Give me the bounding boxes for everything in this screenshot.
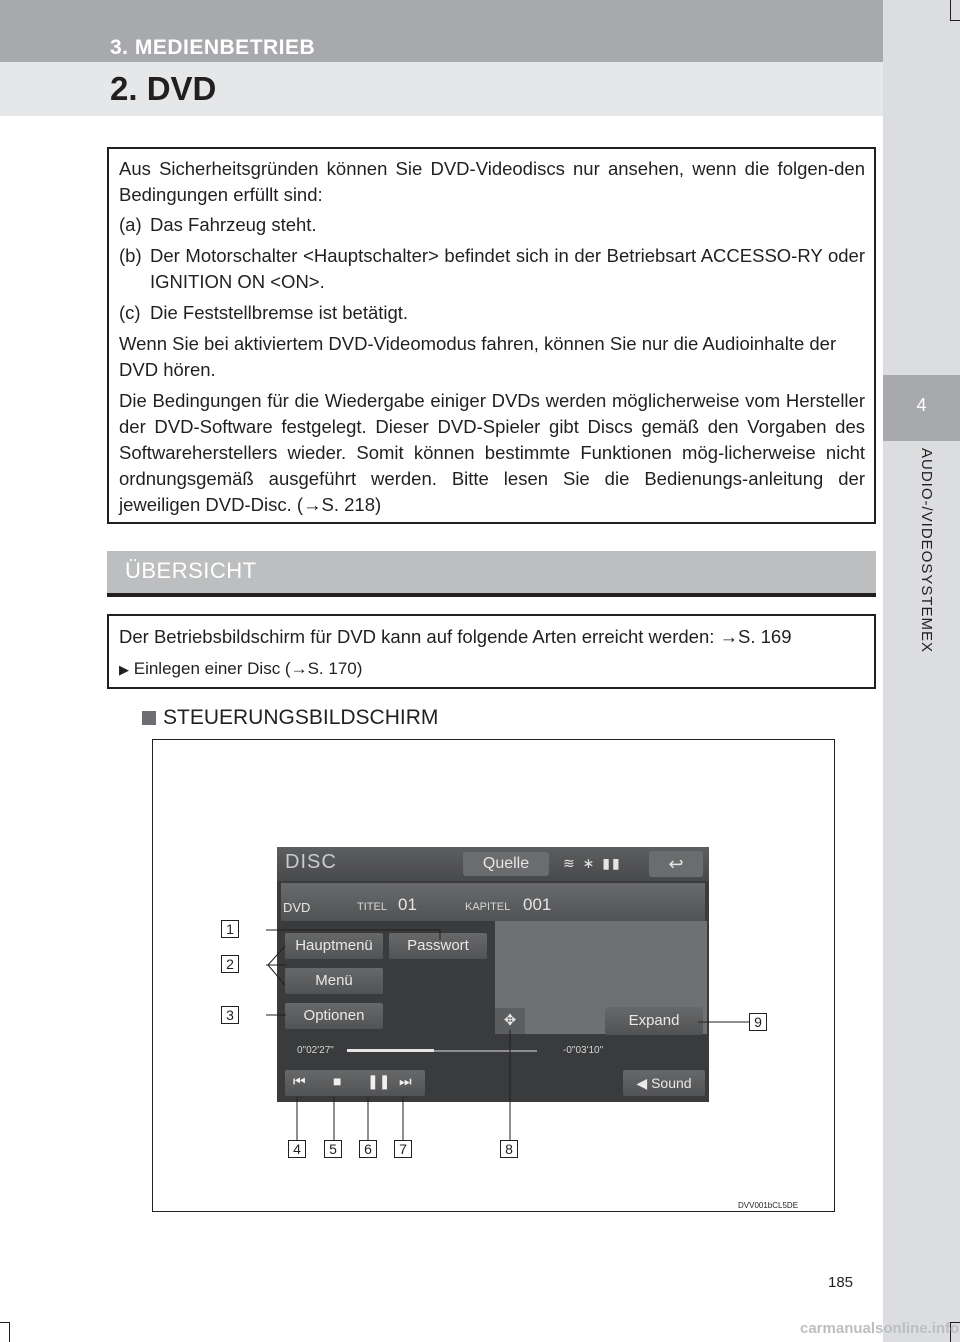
overview-insert-text: Einlegen einer Disc (→S. 170) [133,659,363,678]
back-button[interactable] [649,851,703,877]
password-button[interactable]: Passwort [389,933,487,959]
menu-button[interactable]: Menü [285,968,383,994]
callout-6: 6 [359,1140,377,1158]
stop-icon[interactable]: ■ [333,1073,342,1089]
elapsed-time: 0"02'27" [297,1045,334,1056]
condition-b [119,243,865,295]
condition-c [119,300,865,326]
kapitel-label: KAPITEL [465,901,511,913]
chapter-number: 4 [916,395,927,415]
page-title: 2. DVD [110,70,217,107]
figure-code: DVV001bCL5DE [738,1201,799,1210]
bullet-arrow-icon: ▶ [119,662,129,677]
callout-9: 9 [749,1013,767,1031]
subsection-square-icon [142,711,156,725]
options-button[interactable]: Optionen [285,1003,383,1029]
callout-2: 2 [221,955,239,973]
screen-title: DISC [285,851,337,873]
condition-label: (c) [119,302,141,323]
overview-heading: ÜBERSICHT [125,558,257,583]
source-button[interactable]: Quelle [463,852,549,876]
section-label: 3. MEDIENBETRIEB [110,36,316,59]
next-icon[interactable]: ⏭ [399,1073,412,1089]
callout-7: 7 [394,1140,412,1158]
safety-note-conditions: Die Bedingungen für die Wiedergabe einiger DVDs werden möglicherweise vom Hersteller der DVD-Software festgelegt. Dieser DVD-Spieler gibt Discs gemäß den Vorgaben des Softwareherstellers wieder. Somit können bestimmte Funktionen mög-licherweise nicht ordnungsgemäß ausgeführt werden. Bitte lesen Sie die Bedienungs-anleitung der jeweiligen DVD-Disc. (→S. 218) [119,390,865,515]
safety-conditions-box [107,147,876,524]
crop-mark [9,1322,10,1342]
overview-insert-disc [119,656,865,683]
callout-4: 4 [288,1140,306,1158]
callout-8: 8 [500,1140,518,1158]
overview-heading-rule [107,593,876,597]
condition-text: Die Feststellbremse ist betätigt. [150,302,409,323]
callout-5: 5 [324,1140,342,1158]
previous-icon[interactable]: ⏮ [293,1073,306,1089]
crop-mark [0,1322,10,1323]
safety-intro: Aus Sicherheitsgründen können Sie DVD-Videodiscs nur ansehen, wenn die folgen-den Bedingungen erfüllt sind: [119,158,865,205]
remaining-time: -0"03'10" [563,1045,604,1056]
titel-value: 01 [398,895,417,914]
kapitel-value: 001 [523,895,552,914]
condition-label: (a) [119,214,142,235]
move-icon[interactable]: ✥ [495,1008,525,1034]
watermark: carmanualsonline.info [800,1320,960,1337]
condition-text: Das Fahrzeug steht. [150,214,317,235]
crop-mark [950,20,960,21]
overview-box [107,614,876,689]
page-number: 185 [828,1274,854,1291]
back-icon: ↩ [668,854,684,874]
status-icons: ≋ ∗ ▮▮ [563,855,622,871]
safety-note-driving: Wenn Sie bei aktiviertem DVD-Videomodus fahren, können Sie nur die Audioinhalte der DVD hören. [119,333,837,380]
condition-label: (b) [119,245,142,266]
condition-text: Der Motorschalter <Hauptschalter> befindet sich in der Betriebsart ACCESSO-RY oder IGNITION ON <ON>. [150,245,865,292]
condition-a [119,212,865,238]
callout-1: 1 [221,920,239,938]
pause-icon[interactable]: ❚❚ [367,1073,391,1089]
expand-button[interactable]: Expand [605,1007,703,1035]
overview-access-text: Der Betriebsbildschirm für DVD kann auf folgende Arten erreicht werden: →S. 169 [119,626,792,647]
callout-3: 3 [221,1006,239,1024]
dvd-control-screen [277,847,709,1102]
progress-fill [347,1049,434,1052]
titel-label: TITEL [357,901,387,913]
sound-button[interactable]: ◀ Sound [623,1070,705,1096]
playback-controls [285,1070,425,1096]
crop-mark [950,0,951,20]
main-menu-button[interactable]: Hauptmenü [285,933,383,959]
chapter-label: AUDIO-/VIDEOSYSTEMEX [918,448,935,654]
media-label: DVD [283,900,311,915]
subsection-heading: STEUERUNGSBILDSCHIRM [163,706,439,729]
